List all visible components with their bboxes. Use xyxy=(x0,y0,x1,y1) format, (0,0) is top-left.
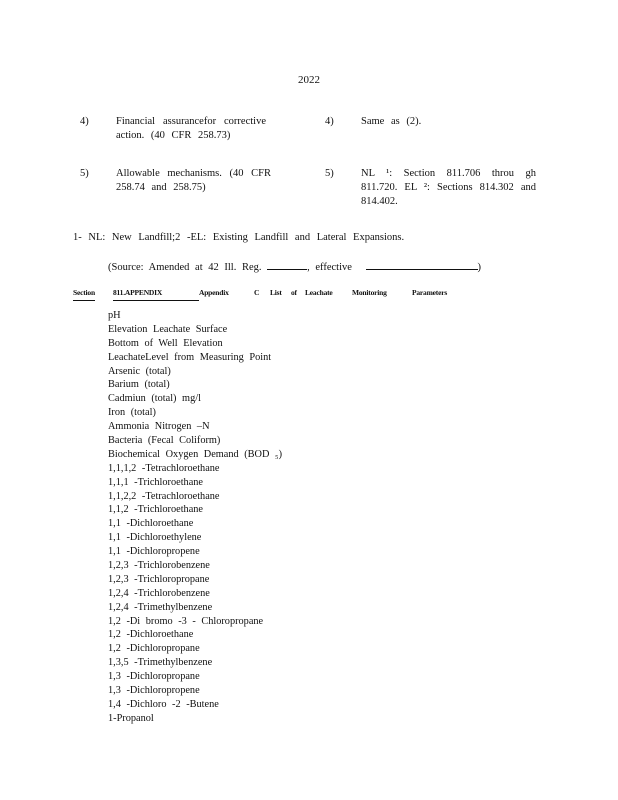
leachate-parameter-list xyxy=(108,309,282,726)
heading-word-parameters: Parameters xyxy=(412,288,448,297)
parameter-item: Iron (total) xyxy=(108,407,156,419)
row-left-number: 5) xyxy=(80,168,89,179)
parameter-item: Ammonia Nitrogen –N xyxy=(108,421,210,433)
parameter-item: 1,2 -Dichloropropane xyxy=(108,643,200,655)
source-note xyxy=(108,258,481,275)
parameter-item: 1,2,4 -Trimethylbenzene xyxy=(108,601,213,613)
parameter-item: 1,1,2 -Trichloroethane xyxy=(108,504,203,516)
row-left-text xyxy=(116,115,266,143)
row-right-text xyxy=(361,115,421,129)
parameter-item: Elevation Leachate Surface xyxy=(108,323,228,335)
parameter-item: Biochemical Oxygen Demand (BOD ₅) xyxy=(108,448,283,460)
parameter-item: 1,2,4 -Trichlorobenzene xyxy=(108,587,210,599)
source-suffix: ) xyxy=(477,262,482,273)
heading-word-of: of xyxy=(291,288,297,297)
row-left-text-line: Allowable mechanisms. (40 CFR xyxy=(116,168,271,179)
parameter-item: pH xyxy=(108,310,121,321)
row-right-number: 5) xyxy=(325,168,334,179)
row-right-text-line: 814.402. xyxy=(361,196,398,207)
parameter-item: 1,2 -Dichloroethane xyxy=(108,629,194,641)
parameter-item: 1,1,1 -Trichloroethane xyxy=(108,476,203,488)
parameter-item: LeachateLevel from Measuring Point xyxy=(108,351,272,363)
parameter-item: Bottom of Well Elevation xyxy=(108,337,223,349)
heading-word-list: List xyxy=(270,288,282,297)
section-heading xyxy=(73,286,453,298)
parameter-item: 1-Propanol xyxy=(108,712,154,724)
parameter-item: Barium (total) xyxy=(108,379,170,391)
appendix-label: Appendix xyxy=(199,288,229,297)
effective-date-blank xyxy=(366,258,478,270)
row-right-text-line: Same as (2). xyxy=(361,116,422,127)
parameter-item: 1,1 -Dichloroethylene xyxy=(108,532,202,544)
row-left-text xyxy=(116,167,271,195)
parameter-item: 1,1 -Dichloropropene xyxy=(108,546,200,558)
row-right-text-line: NL ¹: Section 811.706 throu gh xyxy=(361,168,536,179)
row-left-text-line: Financial assurancefor corrective xyxy=(116,116,266,127)
parameter-item: 1,3 -Dichloropropane xyxy=(108,671,200,683)
appendix-letter: C xyxy=(254,288,260,297)
parameter-item: 1,3 -Dichloropropene xyxy=(108,685,200,697)
row-right-number: 4) xyxy=(325,116,334,127)
parameter-item: 1,1,1,2 -Tetrachloroethane xyxy=(108,462,220,474)
parameter-item: Arsenic (total) xyxy=(108,365,171,377)
source-mid: , effective xyxy=(307,262,352,273)
parameter-item: 1,1,2,2 -Tetrachloroethane xyxy=(108,490,220,502)
parameter-item: Cadmiun (total) mg/l xyxy=(108,393,201,405)
appendix-number: 811.APPENDIX xyxy=(113,286,199,301)
row-left-text-line: 258.74 and 258.75) xyxy=(116,182,206,193)
parameter-item: 1,2 -Di bromo -3 - Chloropropane xyxy=(108,615,264,627)
row-left-text-line: action. (40 CFR 258.73) xyxy=(116,130,231,141)
section-label: Section xyxy=(73,286,95,301)
footnote: 1- NL: New Landfill;2 -EL: Existing Landfill and Lateral Expansions. xyxy=(73,232,405,243)
row-left-number: 4) xyxy=(80,116,89,127)
parameter-item: 1,3,5 -Trimethylbenzene xyxy=(108,657,213,669)
row-right-text xyxy=(361,167,536,209)
parameter-item: Bacteria (Fecal Coliform) xyxy=(108,435,221,447)
parameter-item: 1,1 -Dichloroethane xyxy=(108,518,194,530)
parameter-item: 1,4 -Dichloro -2 -Butene xyxy=(108,698,219,710)
source-prefix: (Source: Amended at 42 Ill. Reg. xyxy=(108,262,262,273)
heading-word-monitoring: Monitoring xyxy=(352,288,387,297)
parameter-item: 1,2,3 -Trichlorobenzene xyxy=(108,560,210,572)
parameter-item: 1,2,3 -Trichloropropane xyxy=(108,573,210,585)
date-blank xyxy=(267,258,307,270)
page-year-header: 2022 xyxy=(298,74,320,86)
row-right-text-line: 811.720. EL ²: Sections 814.302 and xyxy=(361,182,536,193)
heading-word-leachate: Leachate xyxy=(305,288,333,297)
